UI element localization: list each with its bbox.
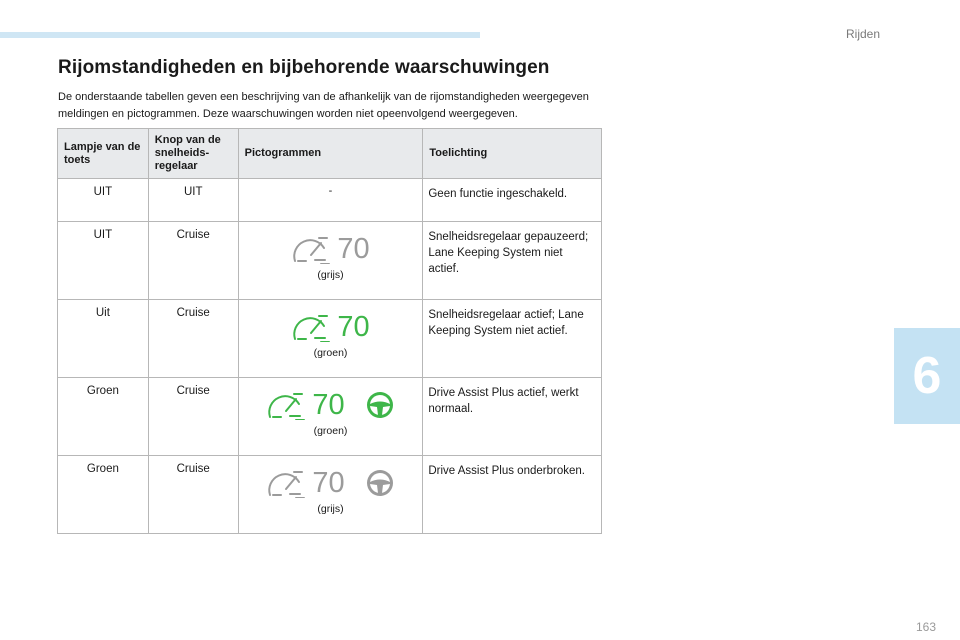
cell-explanation: Geen functie ingeschakeld.	[423, 179, 602, 222]
speed-value: 70	[337, 311, 370, 343]
cell-explanation: Drive Assist Plus actief, werkt normaal.	[423, 378, 602, 456]
speedometer-icon	[291, 234, 331, 264]
pictogram-group	[239, 463, 423, 503]
pictogram-caption: (groen)	[313, 425, 348, 437]
header-accent-bar	[0, 32, 480, 38]
cell-pictogram	[238, 300, 423, 378]
speedometer-icon	[266, 468, 306, 498]
page-title: Rijomstandigheden en bijbehorende waarschuwingen	[58, 57, 550, 78]
chapter-number: 6	[912, 347, 942, 405]
page-number: 163	[916, 620, 937, 634]
speedometer-icon	[266, 390, 306, 420]
steering-wheel-icon	[365, 390, 395, 420]
cell-lamp: Uit	[58, 300, 149, 378]
column-header-lamp: Lampje van de toets	[58, 129, 149, 179]
chapter-tab	[894, 328, 960, 424]
cell-lamp: Groen	[58, 456, 149, 534]
table-row	[58, 300, 602, 378]
column-header-explanation: Toelichting	[423, 129, 602, 179]
pictogram-none: -	[328, 185, 333, 197]
cell-lamp: Groen	[58, 378, 149, 456]
cell-knob: Cruise	[148, 300, 238, 378]
cell-pictogram	[238, 456, 423, 534]
cell-knob: UIT	[148, 179, 238, 222]
table-row	[58, 378, 602, 456]
speed-value: 70	[312, 389, 345, 421]
speedometer-icon	[291, 312, 331, 342]
cell-knob: Cruise	[148, 456, 238, 534]
pictogram-caption: (groen)	[313, 347, 348, 359]
pictogram-group	[239, 385, 423, 425]
cell-explanation: Snelheidsregelaar gepauzeerd; Lane Keeping System niet actief.	[423, 222, 602, 300]
cell-lamp: UIT	[58, 222, 149, 300]
cell-pictogram	[238, 179, 423, 222]
pictogram-group	[239, 307, 423, 347]
cell-pictogram	[238, 378, 423, 456]
cell-pictogram	[238, 222, 423, 300]
section-label: Rijden	[846, 27, 881, 41]
speed-value: 70	[312, 467, 345, 499]
pictogram-group	[239, 229, 423, 269]
pictogram-caption: (grijs)	[317, 269, 344, 281]
speed-value: 70	[337, 233, 370, 265]
intro-paragraph: De onderstaande tabellen geven een beschrijving van de afhankelijk van de rijomstandigheden weergegeven meldingen en pictogrammen. Deze waarschuwingen worden niet opeenvolgend weergegeven.	[58, 91, 589, 120]
cell-explanation: Drive Assist Plus onderbroken.	[423, 456, 602, 534]
pictogram-caption: (grijs)	[317, 503, 344, 515]
table-header-row	[58, 129, 602, 179]
cell-explanation: Snelheidsregelaar actief; Lane Keeping System niet actief.	[423, 300, 602, 378]
steering-wheel-icon	[365, 468, 395, 498]
table-row	[58, 179, 602, 222]
warning-table	[57, 128, 602, 534]
table-row	[58, 222, 602, 300]
column-header-knob: Knop van de snelheids-regelaar	[148, 129, 238, 179]
table-row	[58, 456, 602, 534]
cell-lamp: UIT	[58, 179, 149, 222]
cell-knob: Cruise	[148, 378, 238, 456]
cell-knob: Cruise	[148, 222, 238, 300]
column-header-pictograms: Pictogrammen	[238, 129, 423, 179]
